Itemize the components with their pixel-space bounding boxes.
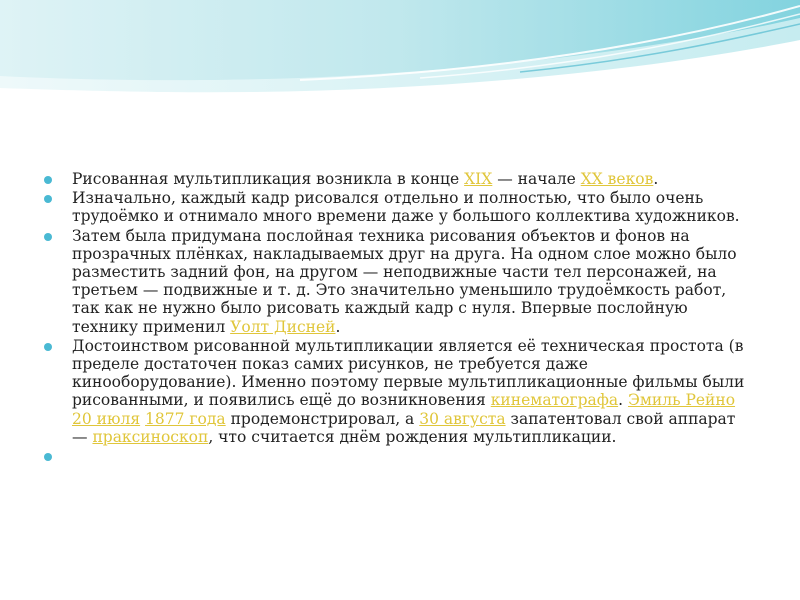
empty-bullet-text	[72, 447, 754, 465]
bullet-icon	[44, 343, 52, 351]
hyperlink[interactable]: 20 июля	[72, 409, 141, 428]
bullet-item	[44, 170, 754, 188]
bullet-text: запатентовал свой аппарат —	[72, 409, 736, 446]
bullet-text: — начале	[492, 170, 581, 188]
bullet-icon	[44, 195, 52, 203]
bullet-item	[44, 189, 754, 225]
bullet-text: продемонстрировал, а	[225, 409, 420, 428]
bullet-text: Затем была придумана послойная техника рисования объектов и фонов на прозрачных плёнках, накладываемых друг на друга. На одном слое можно было разместить задний фон, на другом — неподвижные части тел персонажей, на третьем — подвижные и т. д. Это значительно уменьшило трудоёмкость работ, так как не нужно было рисовать каждый кадр с нуля. Впервые послойную технику применил	[72, 226, 737, 336]
bullet-list	[44, 170, 754, 466]
bullet-icon	[44, 176, 52, 184]
bullet-icon	[44, 233, 52, 241]
hyperlink[interactable]: Уолт Дисней	[230, 317, 336, 336]
hyperlink[interactable]: XX веков	[580, 170, 654, 188]
bullet-text: .	[335, 317, 341, 336]
bullet-text: .	[653, 170, 659, 188]
hyperlink[interactable]: праксиноскоп	[92, 427, 209, 446]
bullet-text: Рисованная мультипликация возникла в конце	[72, 170, 465, 188]
header-wave-decoration	[0, 0, 800, 110]
bullet-text: Изначально, каждый кадр рисовался отдельно и полностью, что было очень трудоёмко и отнимало много времени даже у большого коллектива художников.	[72, 189, 740, 226]
bullet-icon	[44, 453, 52, 461]
wave-front	[0, 0, 800, 80]
bullet-item	[44, 447, 754, 465]
hyperlink[interactable]: XIX	[464, 170, 493, 188]
hyperlink[interactable]: кинематографа	[490, 391, 619, 410]
bullet-text: , что считается днём рождения мультипликации.	[208, 427, 617, 446]
hyperlink[interactable]: Эмиль Рейно	[627, 391, 736, 410]
bullet-item	[44, 337, 754, 446]
bullet-text: .	[618, 391, 628, 410]
bullet-text: Достоинством рисованной мультипликации является её техническая простота (в пределе достаточен показ самих рисунков, не требуется даже кинооборудование). Именно поэтому первые мультипликационные фильмы были рисованными, и появились ещё до возникновения	[72, 336, 745, 410]
bullet-item	[44, 227, 754, 336]
hyperlink[interactable]: 30 августа	[419, 409, 506, 428]
hyperlink[interactable]: 1877 года	[145, 409, 226, 428]
